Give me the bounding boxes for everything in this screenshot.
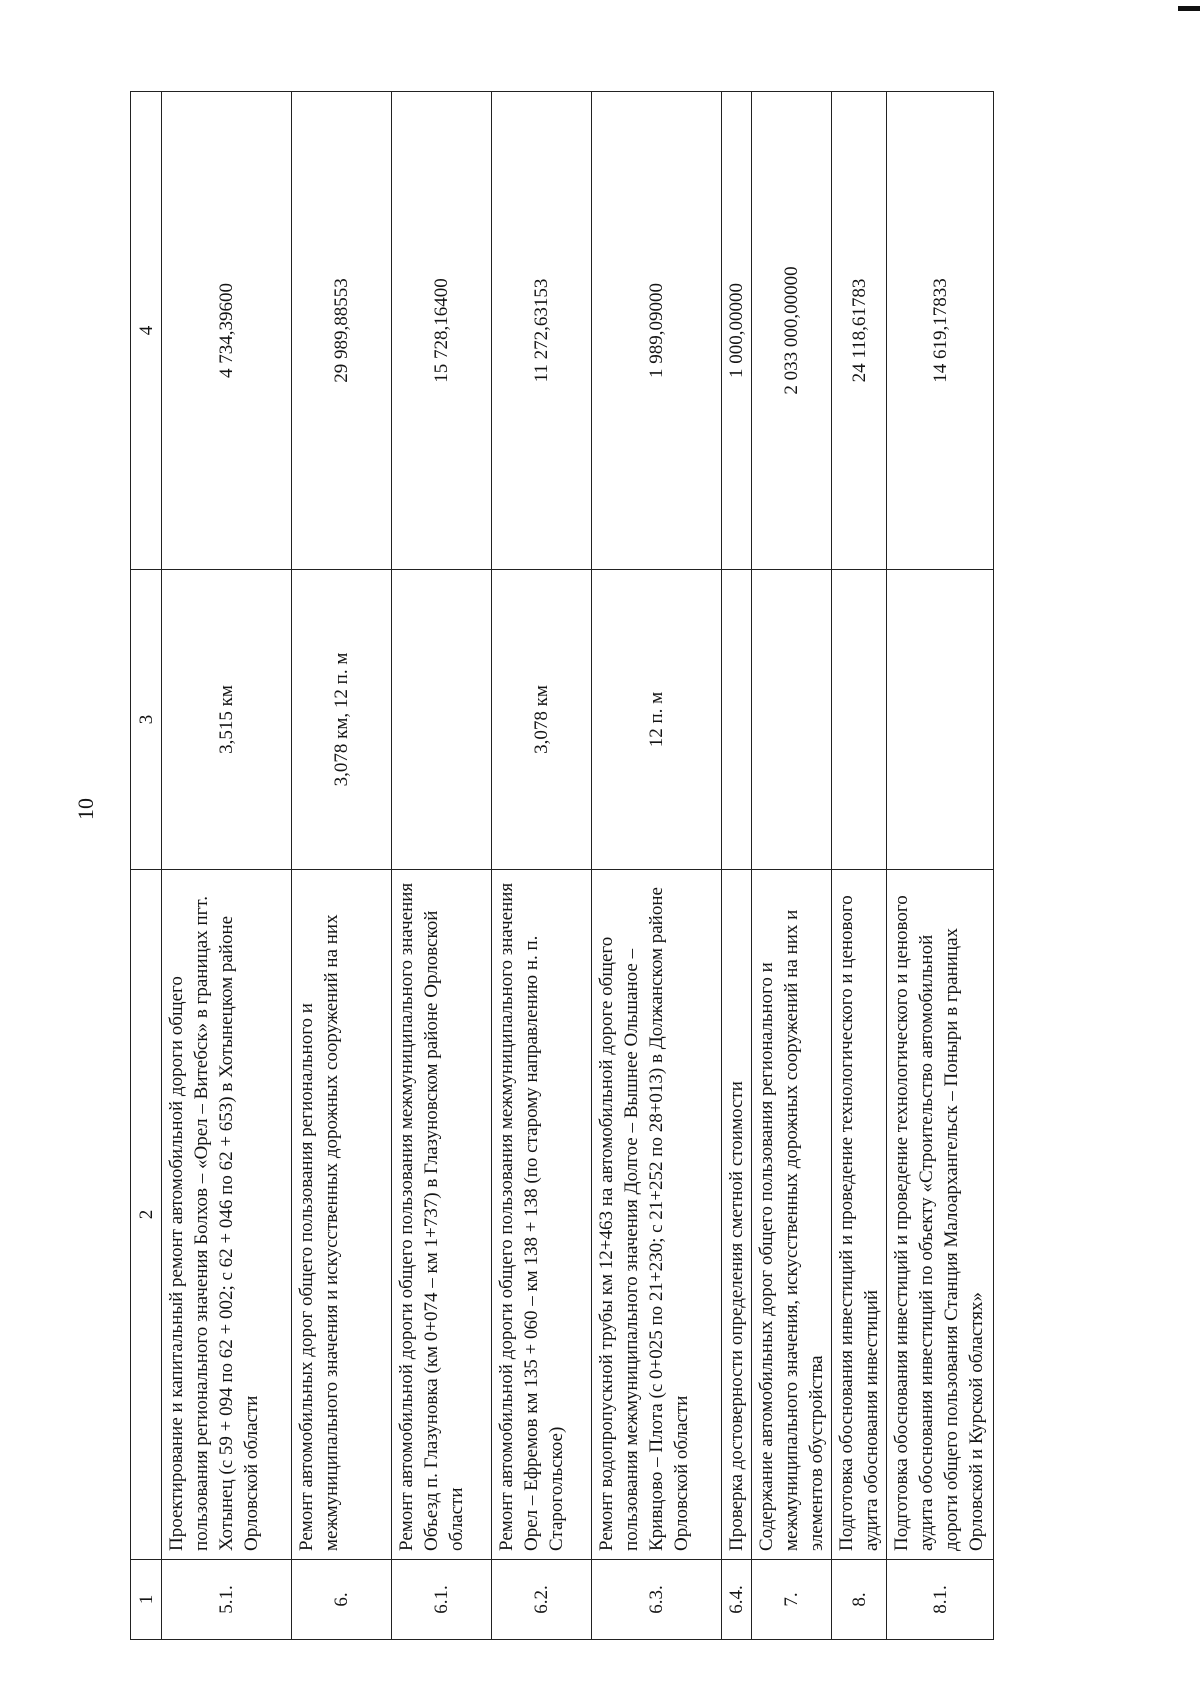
- row-description: Ремонт автомобильной дороги общего пользования межмуниципального значения Орел – Ефремов км 135 + 060 – км 138 + 138 (по старому направлению н. п. Старогольское): [492, 870, 592, 1560]
- row-measure: 3,515 км: [162, 570, 292, 870]
- table-row: [887, 92, 994, 1640]
- table-row: [722, 92, 752, 1640]
- row-number: 6.2.: [492, 1560, 592, 1640]
- row-description: Ремонт водопропускной трубы км 12+463 на автомобильной дороге общего пользования межмуниципального значения Долгое – Вышнее Ольшаное – Кривцово – Плота (с 0+025 по 21+230; с 21+252 по 28+013) в Должанском районе Орловской области: [592, 870, 722, 1560]
- table-row: [492, 92, 592, 1640]
- row-measure: [392, 570, 492, 870]
- row-description: Проектирование и капитальный ремонт автомобильной дороги общего пользования регионального значения Болхов – «Орел – Витебск» в границах пгт. Хотынец (с 59 + 094 по 62 + 002; с 62 + 046 по 62 + 653) в Хотынецком районе Орловской области: [162, 870, 292, 1560]
- row-amount: 2 033 000,00000: [752, 92, 832, 570]
- row-measure: 3,078 км: [492, 570, 592, 870]
- table-row: [292, 92, 392, 1640]
- row-number: 8.: [832, 1560, 887, 1640]
- row-description: Подготовка обоснования инвестиций и проведение технологического и ценового аудита обоснования инвестиций по объекту «Строительство автомобильной дороги общего пользования Станция Малоархангельск – Поныри в границах Орловской и Курской областях»: [887, 870, 994, 1560]
- column-header-4: 4: [131, 92, 162, 570]
- row-measure: 3,078 км, 12 п. м: [292, 570, 392, 870]
- rotated-table-wrapper: [130, 92, 994, 1640]
- header-row: [131, 92, 162, 1640]
- column-header-3: 3: [131, 570, 162, 870]
- table-row: [162, 92, 292, 1640]
- row-description: Содержание автомобильных дорог общего пользования регионального и межмуниципального значения, искусственных дорожных сооружений на них и элементов обустройства: [752, 870, 832, 1560]
- row-measure: [832, 570, 887, 870]
- row-amount: 1 000,00000: [722, 92, 752, 570]
- row-amount: 29 989,88553: [292, 92, 392, 570]
- column-header-2: 2: [131, 870, 162, 1560]
- row-number: 6.: [292, 1560, 392, 1640]
- budget-table: [130, 91, 994, 1640]
- row-measure: 12 п. м: [592, 570, 722, 870]
- row-amount: 24 118,61783: [832, 92, 887, 570]
- table-row: [592, 92, 722, 1640]
- table-row: [752, 92, 832, 1640]
- row-number: 5.1.: [162, 1560, 292, 1640]
- row-amount: 14 619,17833: [887, 92, 994, 570]
- row-number: 6.4.: [722, 1560, 752, 1640]
- row-amount: 11 272,63153: [492, 92, 592, 570]
- row-amount: 4 734,39600: [162, 92, 292, 570]
- column-header-1: 1: [131, 1560, 162, 1640]
- table-row: [392, 92, 492, 1640]
- row-number: 6.1.: [392, 1560, 492, 1640]
- row-description: Подготовка обоснования инвестиций и проведение технологического и ценового аудита обоснования инвестиций: [832, 870, 887, 1560]
- row-measure: [722, 570, 752, 870]
- row-number: 6.3.: [592, 1560, 722, 1640]
- row-measure: [887, 570, 994, 870]
- row-description: Ремонт автомобильной дороги общего пользования межмуниципального значения Объезд п. Глазуновка (км 0+074 – км 1+737) в Глазуновском районе Орловской области: [392, 870, 492, 1560]
- row-amount: 15 728,16400: [392, 92, 492, 570]
- table-row: [832, 92, 887, 1640]
- page-number: 10: [73, 798, 98, 820]
- row-number: 8.1.: [887, 1560, 994, 1640]
- row-measure: [752, 570, 832, 870]
- row-amount: 1 989,09000: [592, 92, 722, 570]
- corner-mark: [1178, 6, 1200, 11]
- row-description: Ремонт автомобильных дорог общего пользования регионального и межмуниципального значения и искусственных дорожных сооружений на них: [292, 870, 392, 1560]
- row-number: 7.: [752, 1560, 832, 1640]
- row-description: Проверка достоверности определения сметной стоимости: [722, 870, 752, 1560]
